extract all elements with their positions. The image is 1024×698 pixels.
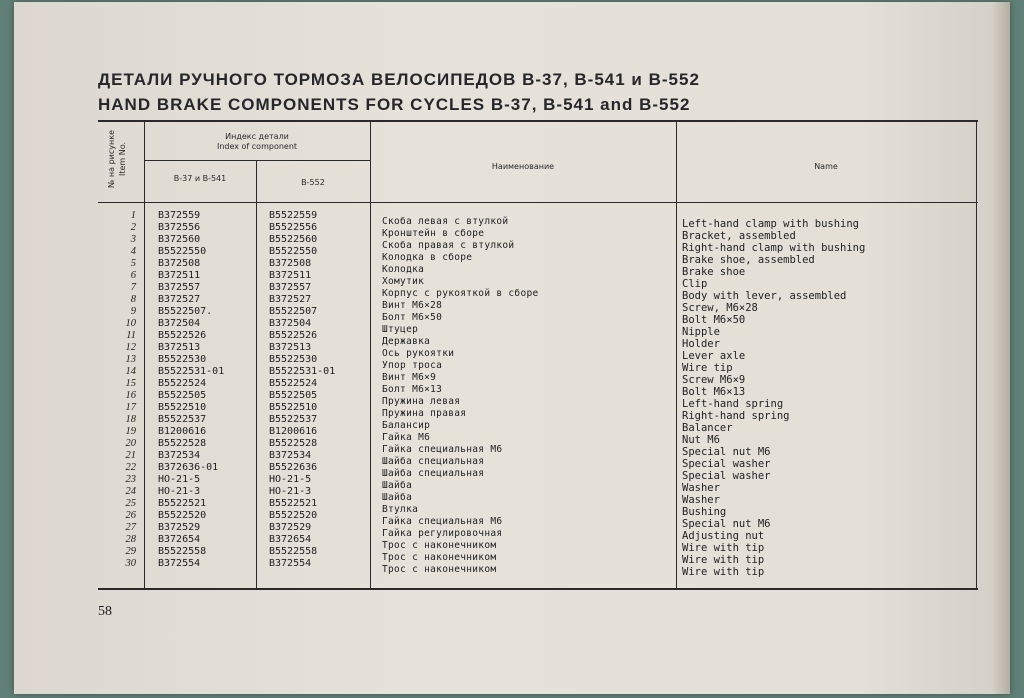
index-b37-cell: В1200616	[158, 426, 207, 437]
name-en-cell: Wire with tip	[682, 542, 765, 554]
name-ru-cell: Скоба правая с втулкой	[382, 240, 515, 251]
book-page	[14, 2, 1010, 694]
name-en-cell: Bushing	[682, 506, 727, 518]
name-ru-cell: Хомутик	[382, 276, 425, 287]
item-no-cell: 15	[125, 378, 136, 389]
index-b37-cell: В5522537	[158, 414, 207, 425]
item-no-cell: 30	[125, 558, 136, 569]
index-b552-cell: В372557	[269, 282, 312, 293]
name-en-cell: Screw, M6×28	[682, 302, 758, 314]
index-b552-cell: В5522558	[269, 546, 318, 557]
index-b37-cell: В372534	[158, 450, 201, 461]
name-en-cell: Lever axle	[682, 350, 746, 362]
name-ru-cell: Трос с наконечником	[382, 564, 497, 575]
index-b552-cell: В372554	[269, 558, 312, 569]
name-en-cell: Wire tip	[682, 362, 733, 374]
item-no-cell: 19	[125, 426, 136, 437]
page-edge-shadow	[992, 2, 1010, 694]
name-ru-cell: Корпус с рукояткой в сборе	[382, 288, 539, 299]
item-no-cell: 28	[125, 534, 136, 545]
name-en-cell: Special nut M6	[682, 518, 771, 530]
name-ru-cell: Гайка специальная М6	[382, 516, 503, 527]
item-no-cell: 9	[130, 306, 136, 317]
name-en-cell: Wire with tip	[682, 566, 765, 578]
index-b552-cell: В5522537	[269, 414, 318, 425]
index-b552-cell: В5522507	[269, 306, 318, 317]
item-no-cell: 14	[125, 366, 136, 377]
index-b37-cell: В5522520	[158, 510, 207, 521]
rule-right-border	[976, 122, 977, 588]
header-b552: В-552	[301, 178, 325, 187]
index-b37-cell: В372504	[158, 318, 201, 329]
name-en-cell: Brake shoe	[682, 266, 746, 278]
name-en-cell: Washer	[682, 494, 720, 506]
index-b552-cell: В372508	[269, 258, 312, 269]
rule-between-index-columns	[256, 160, 257, 588]
item-no-cell: 4	[130, 246, 136, 257]
rule-after-item-no	[144, 122, 145, 588]
index-b552-cell: В372513	[269, 342, 312, 353]
index-b37-cell: В372560	[158, 234, 201, 245]
name-en-cell: Bracket, assembled	[682, 230, 796, 242]
name-ru-cell: Гайка М6	[382, 432, 431, 443]
item-no-cell: 12	[125, 342, 136, 353]
item-no-cell: 16	[125, 390, 136, 401]
index-b552-cell: В1200616	[269, 426, 318, 437]
name-en-cell: Balancer	[682, 422, 733, 434]
index-b37-cell: В372556	[158, 222, 201, 233]
name-en-cell: Holder	[682, 338, 720, 350]
item-no-cell: 2	[130, 222, 136, 233]
name-ru-cell: Шайба	[382, 492, 413, 503]
item-no-cell: 3	[130, 234, 136, 245]
name-ru-cell: Винт М6×9	[382, 372, 437, 383]
name-ru-cell: Пружина правая	[382, 408, 467, 419]
name-ru-cell: Винт М6×28	[382, 300, 443, 311]
index-b552-cell: В5522636	[269, 462, 318, 473]
index-b552-cell: В372504	[269, 318, 312, 329]
name-ru-cell: Болт М6×50	[382, 312, 443, 323]
index-b552-cell: В372654	[269, 534, 312, 545]
header-item-no: № на рисунке Item No.	[107, 130, 127, 188]
name-en-cell: Clip	[682, 278, 708, 290]
index-b37-cell: В5522531-01	[158, 366, 225, 377]
name-en-cell: Wire with tip	[682, 554, 765, 566]
name-ru-cell: Шайба специальная	[382, 456, 485, 467]
index-b37-cell: НО-21-5	[158, 474, 201, 485]
name-en-cell: Bolt M6×13	[682, 386, 746, 398]
name-ru-cell: Кронштейн в сборе	[382, 228, 485, 239]
item-no-cell: 22	[125, 462, 136, 473]
name-ru-cell: Пружина левая	[382, 396, 461, 407]
name-ru-cell: Трос с наконечником	[382, 552, 497, 563]
item-no-cell: 5	[130, 258, 136, 269]
item-no-cell: 7	[130, 282, 136, 293]
components-table	[98, 120, 978, 590]
name-en-cell: Washer	[682, 482, 720, 494]
index-b37-cell: В5522505	[158, 390, 207, 401]
item-no-cell: 18	[125, 414, 136, 425]
index-b37-cell: В5522558	[158, 546, 207, 557]
index-b37-cell: В372554	[158, 558, 201, 569]
index-b552-cell: В5522556	[269, 222, 318, 233]
name-ru-cell: Шайба	[382, 480, 413, 491]
index-b552-cell: В372534	[269, 450, 312, 461]
index-b37-cell: НО-21-3	[158, 486, 201, 497]
index-b37-cell: В5522528	[158, 438, 207, 449]
index-b37-cell: В5522521	[158, 498, 207, 509]
item-no-cell: 13	[125, 354, 136, 365]
column-index-b552	[269, 210, 335, 570]
name-ru-cell: Гайка специальная М6	[382, 444, 503, 455]
item-no-cell: 17	[125, 402, 136, 413]
rule-after-name-ru	[676, 122, 677, 588]
page-number: 58	[98, 604, 112, 619]
index-b37-cell: В5522507.	[158, 306, 213, 317]
index-b552-cell: В5522526	[269, 330, 318, 341]
name-en-cell: Right-hand clamp with bushing	[682, 242, 866, 254]
index-b37-cell: В372508	[158, 258, 201, 269]
name-ru-cell: Втулка	[382, 504, 419, 515]
item-no-cell: 25	[125, 498, 136, 509]
name-ru-cell: Балансир	[382, 420, 431, 431]
index-b552-cell: В5522521	[269, 498, 318, 509]
name-ru-cell: Штуцер	[382, 324, 419, 335]
index-b552-cell: В372527	[269, 294, 312, 305]
index-b552-cell: В5522505	[269, 390, 318, 401]
column-index-b37-b541	[158, 210, 224, 570]
header-name-ru: Наименование	[491, 162, 555, 171]
index-b552-cell: В5522524	[269, 378, 318, 389]
name-en-cell: Left-hand spring	[682, 398, 784, 410]
item-no-cell: 29	[125, 546, 136, 557]
index-b37-cell: В372636-01	[158, 462, 219, 473]
name-en-cell: Right-hand spring	[682, 410, 790, 422]
index-b552-cell: В372529	[269, 522, 312, 533]
item-no-cell: 24	[125, 486, 136, 497]
index-b552-cell: В5522559	[269, 210, 318, 221]
name-ru-cell: Державка	[382, 336, 431, 347]
name-en-cell: Bolt M6×50	[682, 314, 746, 326]
column-name-russian	[382, 216, 539, 576]
index-b37-cell: В372654	[158, 534, 201, 545]
name-en-cell: Special washer	[682, 470, 771, 482]
name-ru-cell: Шайба специальная	[382, 468, 485, 479]
index-b552-cell: НО-21-3	[269, 486, 312, 497]
index-b37-cell: В372513	[158, 342, 201, 353]
name-en-cell: Screw M6×9	[682, 374, 746, 386]
index-b37-cell: В372559	[158, 210, 201, 221]
index-b552-cell: В5522510	[269, 402, 318, 413]
column-name-english	[682, 218, 865, 578]
column-item-no	[98, 210, 136, 570]
name-ru-cell: Болт М6×13	[382, 384, 443, 395]
name-en-cell: Special washer	[682, 458, 771, 470]
index-b37-cell: В5522526	[158, 330, 207, 341]
rule-header-bottom	[98, 202, 978, 203]
index-b37-cell: В5522530	[158, 354, 207, 365]
name-ru-cell: Колодка в сборе	[382, 252, 473, 263]
index-b552-cell: В5522560	[269, 234, 318, 245]
header-name-en: Name	[814, 162, 838, 171]
item-no-cell: 8	[130, 294, 136, 305]
name-en-cell: Nut M6	[682, 434, 720, 446]
index-b37-cell: В5522510	[158, 402, 207, 413]
index-b37-cell: В372527	[158, 294, 201, 305]
item-no-cell: 1	[130, 210, 136, 221]
name-ru-cell: Колодка	[382, 264, 425, 275]
name-ru-cell: Упор троса	[382, 360, 443, 371]
index-b37-cell: В372511	[158, 270, 201, 281]
rule-index-subheader	[144, 160, 370, 161]
index-b552-cell: НО-21-5	[269, 474, 312, 485]
item-no-cell: 21	[125, 450, 136, 461]
name-en-cell: Brake shoe, assembled	[682, 254, 815, 266]
item-no-cell: 11	[126, 330, 136, 341]
index-b37-cell: В372529	[158, 522, 201, 533]
name-en-cell: Body with lever, assembled	[682, 290, 847, 302]
name-en-cell: Special nut M6	[682, 446, 771, 458]
index-b552-cell: В5522531-01	[269, 366, 336, 377]
name-ru-cell: Ось рукоятки	[382, 348, 455, 359]
name-ru-cell: Трос с наконечником	[382, 540, 497, 551]
header-index-en: Index of component	[216, 142, 298, 151]
item-no-cell: 20	[125, 438, 136, 449]
item-no-cell: 6	[130, 270, 136, 281]
index-b552-cell: В5522530	[269, 354, 318, 365]
header-index-ru: Индекс детали	[225, 132, 289, 141]
index-b552-cell: В372511	[269, 270, 312, 281]
header-b37-b541: В-37 и В-541	[173, 174, 227, 183]
name-en-cell: Left-hand clamp with bushing	[682, 218, 860, 230]
index-b552-cell: В5522528	[269, 438, 318, 449]
item-no-cell: 23	[125, 474, 136, 485]
name-ru-cell: Гайка регулировочная	[382, 528, 503, 539]
name-ru-cell: Скоба левая с втулкой	[382, 216, 509, 227]
index-b37-cell: В5522524	[158, 378, 207, 389]
item-no-cell: 10	[125, 318, 136, 329]
index-b37-cell: В372557	[158, 282, 201, 293]
name-en-cell: Nipple	[682, 326, 720, 338]
index-b37-cell: В5522550	[158, 246, 207, 257]
title-russian: ДЕТАЛИ РУЧНОГО ТОРМОЗА ВЕЛОСИПЕДОВ В-37, В-541 и В-552	[98, 70, 700, 89]
index-b552-cell: В5522550	[269, 246, 318, 257]
name-en-cell: Adjusting nut	[682, 530, 765, 542]
item-no-cell: 27	[125, 522, 136, 533]
rule-after-index	[370, 122, 371, 588]
index-b552-cell: В5522520	[269, 510, 318, 521]
item-no-cell: 26	[125, 510, 136, 521]
title-english: HAND BRAKE COMPONENTS FOR CYCLES B-37, B-541 and B-552	[98, 95, 691, 114]
